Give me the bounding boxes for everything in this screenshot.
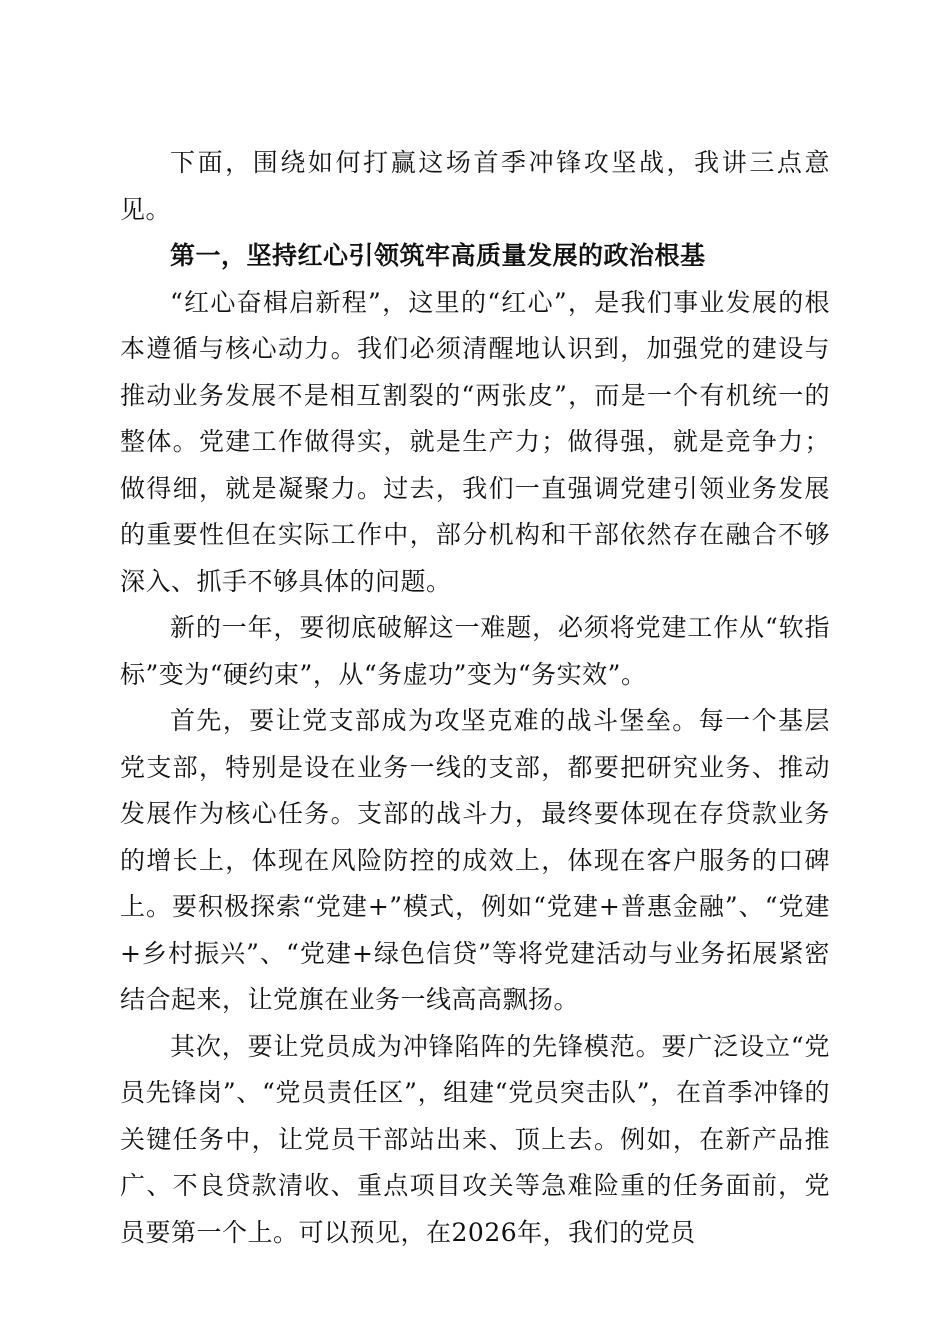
- document-body: [120, 140, 830, 1256]
- paragraph-intro: 下面，围绕如何打赢这场首季冲锋攻坚战，我讲三点意见。: [120, 148, 830, 224]
- paragraph-new-year: 新的一年，要彻底破解这一难题，必须将党建工作从“软指标”变为“硬约束”，从“务虚功”变为“务实效”。: [120, 613, 830, 689]
- paragraph-party-branch: 首先，要让党支部成为攻坚克难的战斗堡垒。每一个基层党支部，特别是设在业务一线的支部，都要把研究业务、推动发展作为核心任务。支部的战斗力，最终要体现在存贷款业务的增长上，体现在风险防控的成效上，体现在客户服务的口碑上。要积极探索“党建+”模式，例如“党建+普惠金融”、“党建+乡村振兴”、“党建+绿色信贷”等将党建活动与业务拓展紧密结合起来，让党旗在业务一线高高飘扬。: [120, 706, 830, 1014]
- paragraph-party-members: 其次，要让党员成为冲锋陷阵的先锋模范。要广泛设立“党员先锋岗”、“党员责任区”，组建“党员突击队”，在首季冲锋的关键任务中，让党员干部站出来、顶上去。例如，在新产品推广、不良贷款清收、重点项目攻关等急难险重的任务面前，党员要第一个上。可以预见，在2026年，我们的党员: [120, 1031, 830, 1247]
- section-heading-first: 第一，坚持红心引领筑牢高质量发展的政治根基: [170, 241, 706, 270]
- paragraph-red-heart: “红心奋楫启新程”，这里的“红心”，是我们事业发展的根本遵循与核心动力。我们必须清醒地认识到，加强党的建设与推动业务发展不是相互割裂的“两张皮”，而是一个有机统一的整体。党建工作做得实，就是生产力；做得强，就是竞争力；做得细，就是凝聚力。过去，我们一直强调党建引领业务发展的重要性但在实际工作中，部分机构和干部依然存在融合不够深入、抓手不够具体的问题。: [120, 287, 830, 596]
